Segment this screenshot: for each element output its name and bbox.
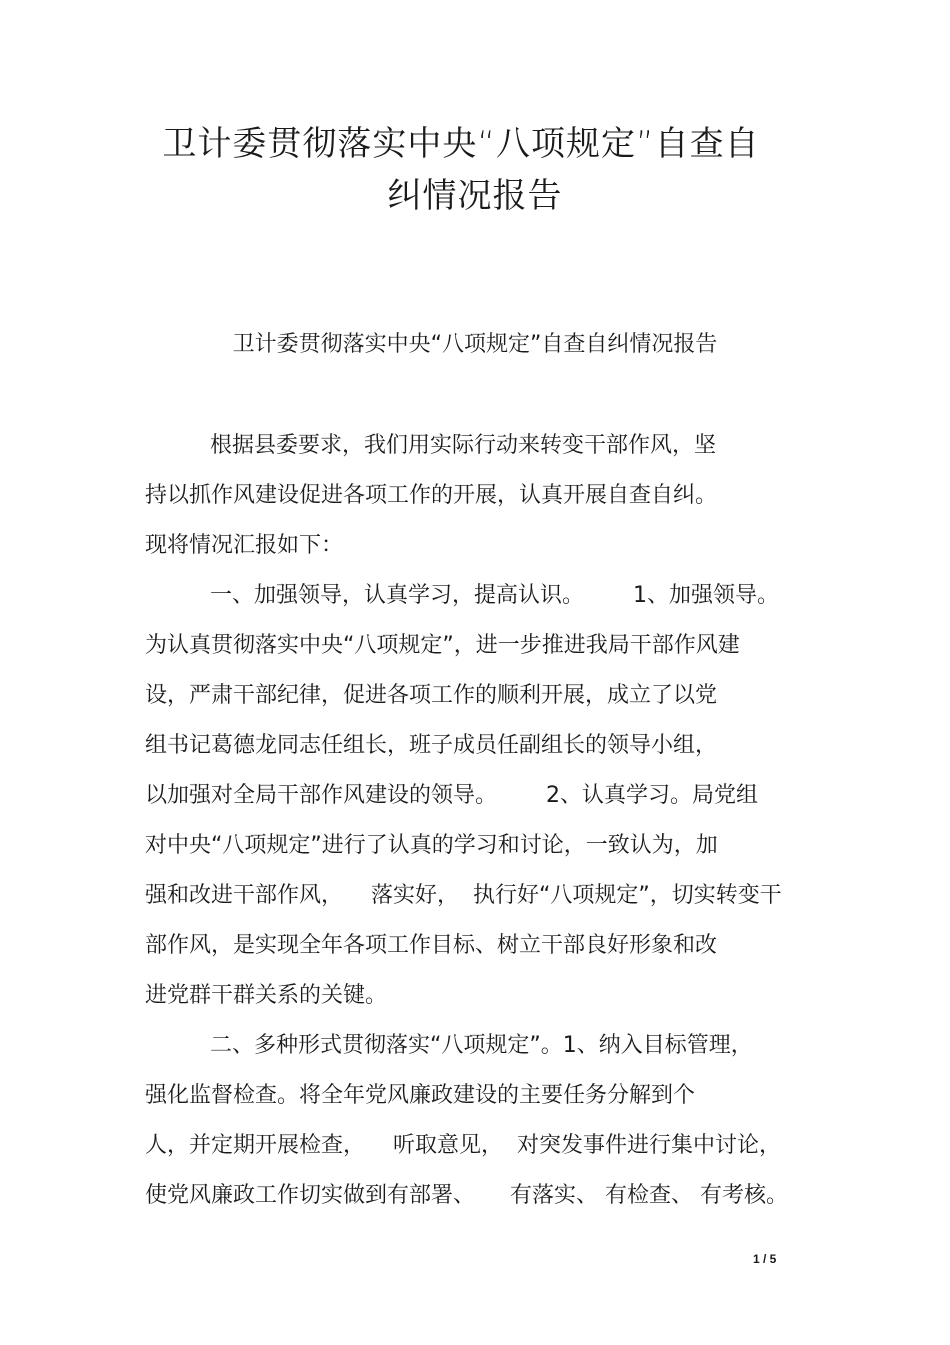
- page-number: 1 / 5: [753, 1252, 777, 1266]
- body-line-13: 二、多种形式贯彻落实“八项规定”。1、纳入目标管理，: [210, 1033, 753, 1058]
- body-line-8: 以加强对全局干部作风建设的领导。 2、认真学习。局党组: [145, 783, 758, 808]
- body-line-6: 设，严肃干部纪律，促进各项工作的顺利开展，成立了以党: [145, 683, 718, 708]
- body-line-12: 进党群干群关系的关键。: [145, 983, 388, 1008]
- body-line-10: 强和改进干部作风， 落实好， 执行好“八项规定”，切实转变干: [145, 883, 782, 908]
- document-title-line-2: 纠情况报告: [387, 176, 563, 216]
- body-line-16: 使党风廉政工作切实做到有部署、 有落实、 有检查、 有考核。: [145, 1183, 788, 1208]
- document-subtitle: 卫计委贯彻落实中央“八项规定”自查自纠情况报告: [232, 332, 718, 357]
- document-title-line-1: 卫计委贯彻落实中央“八项规定”自查自: [162, 124, 760, 164]
- body-line-3: 现将情况汇报如下：: [145, 533, 344, 558]
- body-line-2: 持以抓作风建设促进各项工作的开展，认真开展自查自纠。: [145, 483, 718, 508]
- body-line-5: 为认真贯彻落实中央“八项规定”，进一步推进我局干部作风建: [145, 633, 740, 658]
- body-line-4: 一、加强领导，认真学习，提高认识。 1、加强领导。: [210, 583, 779, 608]
- body-line-7: 组书记葛德龙同志任组长，班子成员任副组长的领导小组，: [145, 733, 718, 758]
- body-line-9: 对中央“八项规定”进行了认真的学习和讨论，一致认为，加: [145, 833, 718, 858]
- body-line-14: 强化监督检查。将全年党风廉政建设的主要任务分解到个: [145, 1083, 696, 1108]
- body-line-1: 根据县委要求，我们用实际行动来转变干部作风，坚: [210, 433, 717, 458]
- body-line-15: 人，并定期开展检查， 听取意见， 对突发事件进行集中讨论，: [145, 1133, 781, 1158]
- body-line-11: 部作风，是实现全年各项工作目标、树立干部良好形象和改: [145, 933, 718, 958]
